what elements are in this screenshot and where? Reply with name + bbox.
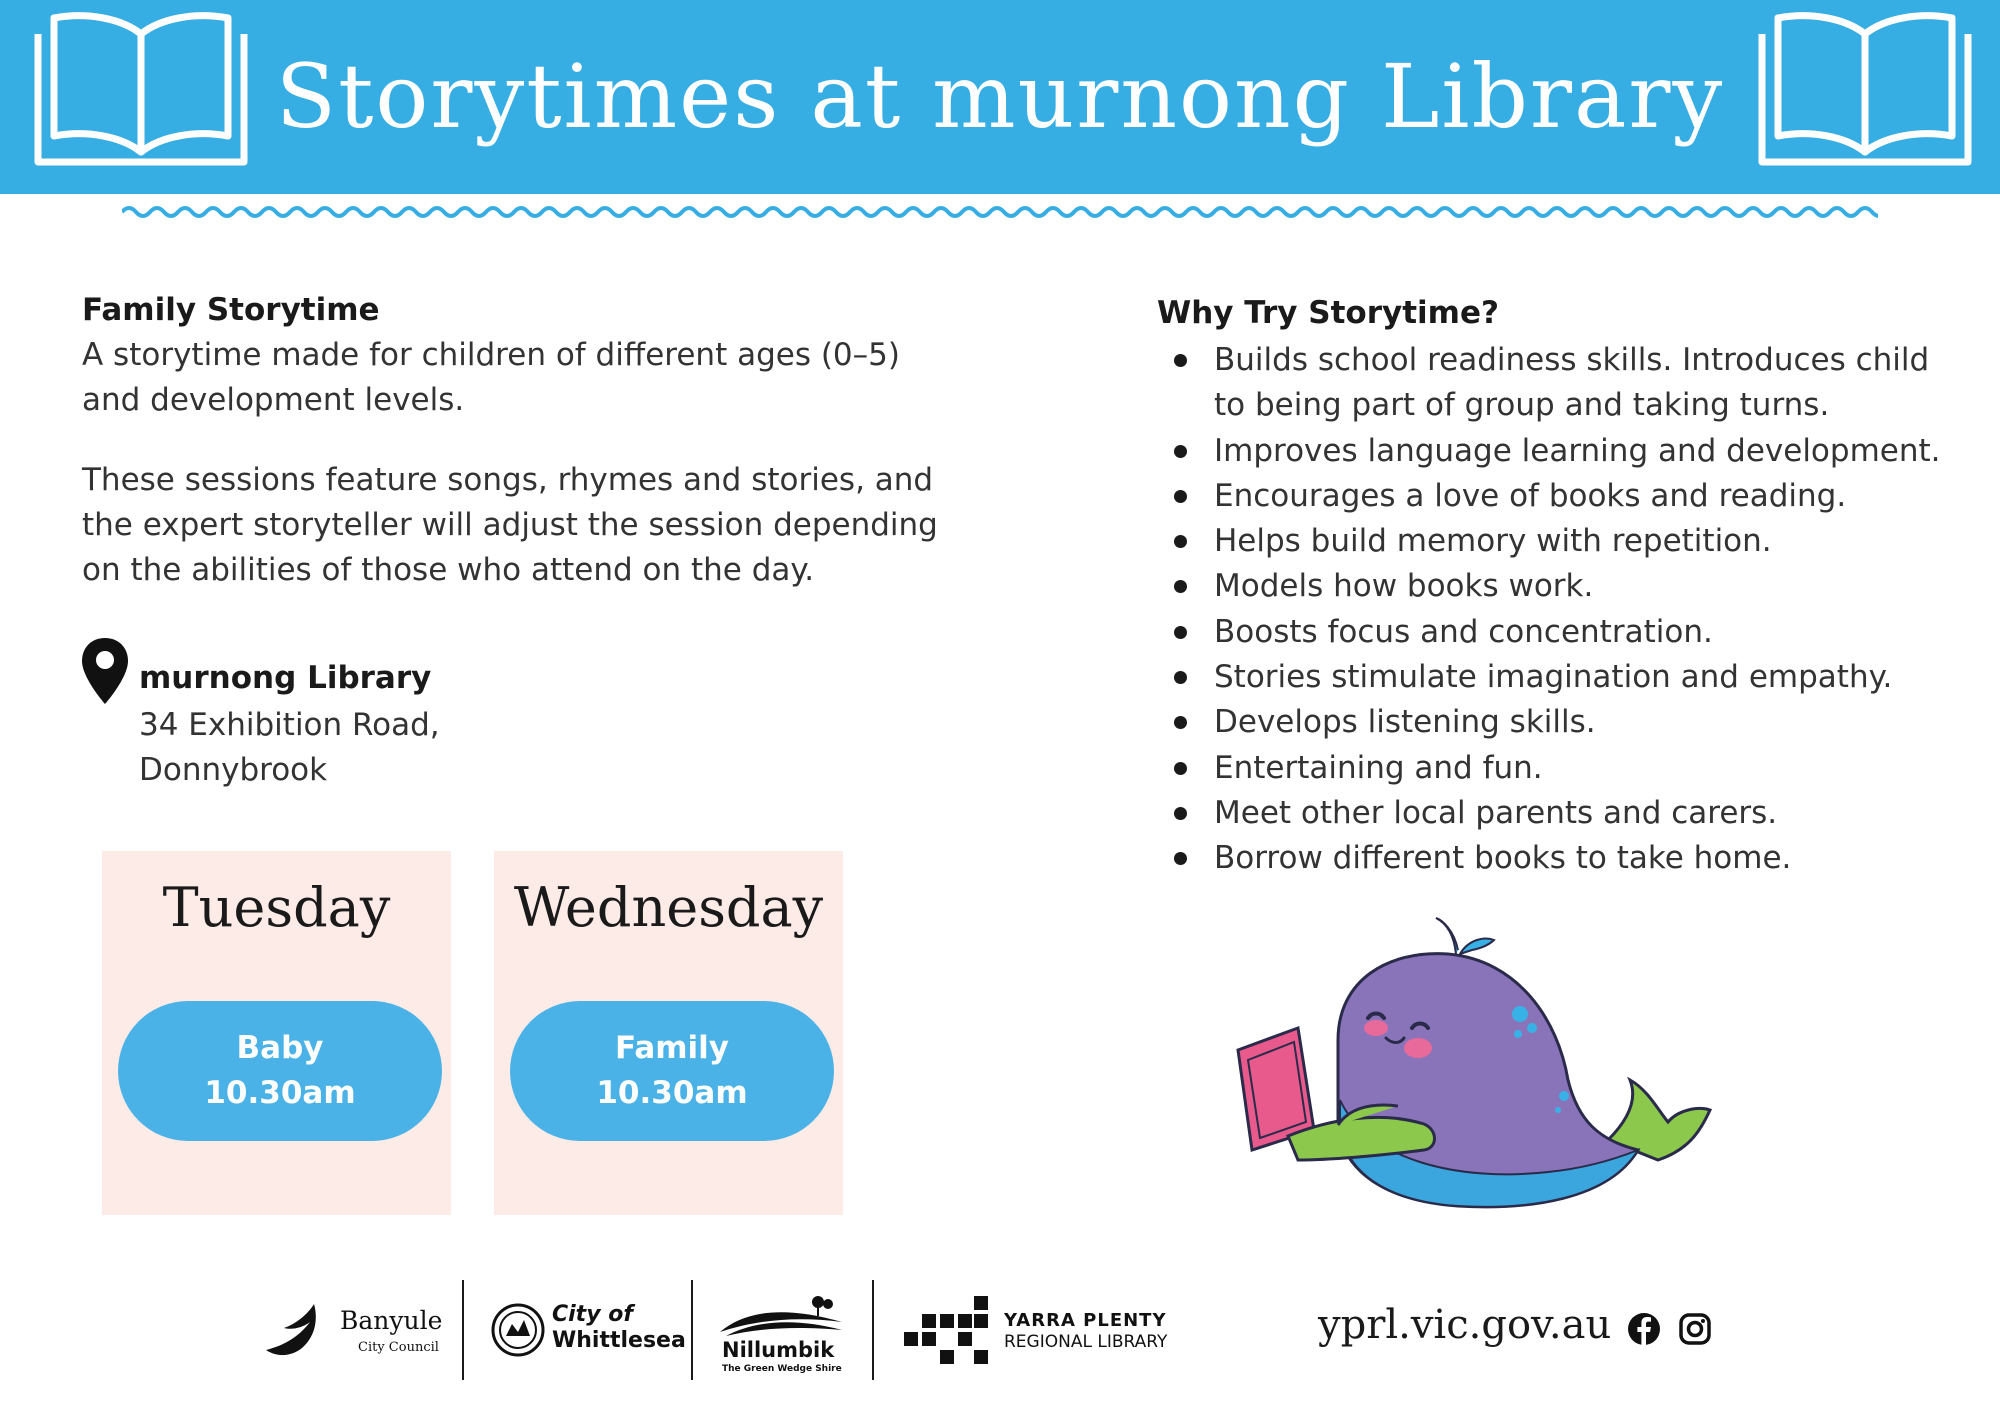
session-type: Baby: [236, 1030, 324, 1066]
whale-reading-illustration: [1228, 910, 1768, 1240]
nillumbik-name: Nillumbik: [722, 1338, 835, 1362]
section-heading-why: Why Try Storytime?: [1157, 295, 1499, 331]
list-item: Improves language learning and development.: [1158, 429, 1958, 474]
yprl-line1: YARRA PLENTY: [1004, 1310, 1167, 1331]
description-text-line: These sessions feature songs, rhymes and stories, and: [82, 462, 934, 498]
footer-divider: [462, 1280, 464, 1380]
list-item: Meet other local parents and carers.: [1158, 791, 1958, 836]
list-item: Stories stimulate imagination and empathy.: [1158, 655, 1958, 700]
banyule-name: Banyule: [340, 1306, 443, 1335]
page-title: Storytimes at murnong Library: [275, 45, 1725, 148]
session-card-tuesday: [102, 851, 451, 1215]
header-banner: [0, 0, 2000, 194]
instagram-icon[interactable]: [1678, 1312, 1712, 1346]
open-book-icon: [1750, 12, 1980, 178]
footer-divider: [872, 1280, 874, 1380]
address-line: 34 Exhibition Road,: [139, 707, 440, 743]
list-item: to being part of group and taking turns.: [1214, 387, 1830, 424]
whittlesea-name: Whittlesea: [552, 1328, 686, 1353]
session-time: 10.30am: [204, 1075, 356, 1111]
facebook-icon[interactable]: [1627, 1312, 1661, 1346]
yprl-pixel-icon: [900, 1296, 992, 1366]
footer-divider: [691, 1280, 693, 1380]
list-item: Entertaining and fun.: [1158, 746, 1958, 791]
wave-divider: [122, 200, 1878, 224]
list-item: Encourages a love of books and reading.: [1158, 474, 1958, 519]
list-item: Models how books work.: [1158, 564, 1958, 609]
description-text-line: on the abilities of those who attend on the day.: [82, 552, 815, 588]
section-heading-family-storytime: Family Storytime: [82, 292, 380, 328]
intro-text-line: and development levels.: [82, 382, 465, 418]
list-item: Develops listening skills.: [1158, 700, 1958, 745]
nillumbik-hills-icon: [716, 1292, 846, 1338]
session-time: 10.30am: [596, 1075, 748, 1111]
address-line: Donnybrook: [139, 752, 328, 788]
session-type: Family: [614, 1030, 730, 1066]
map-pin-icon: [80, 636, 130, 706]
yprl-line2: REGIONAL LIBRARY: [1004, 1332, 1168, 1352]
whittlesea-emblem-icon: [490, 1302, 546, 1358]
list-item: Boosts focus and concentration.: [1158, 610, 1958, 655]
list-item: Helps build memory with repetition.: [1158, 519, 1958, 564]
day-name: Tuesday: [162, 876, 391, 939]
banyule-bird-icon: [262, 1300, 332, 1360]
day-name: Wednesday: [513, 876, 824, 939]
session-card-wednesday: [494, 851, 843, 1215]
list-item: Borrow different books to take home.: [1158, 836, 1958, 881]
intro-text-line: A storytime made for children of different ages (0–5): [82, 337, 900, 373]
whittlesea-top: City of: [552, 1302, 633, 1327]
description-text-line: the expert storyteller will adjust the session depending: [82, 507, 938, 543]
session-pill: [510, 1001, 834, 1141]
nillumbik-sub: The Green Wedge Shire: [722, 1364, 842, 1374]
location-name: murnong Library: [139, 660, 432, 696]
website-link[interactable]: yprl.vic.gov.au: [1318, 1302, 1612, 1348]
session-pill: [118, 1001, 442, 1141]
benefits-list: [1158, 338, 1958, 882]
list-item: Builds school readiness skills. Introduces child: [1158, 338, 1958, 383]
banyule-sub: City Council: [358, 1340, 439, 1355]
